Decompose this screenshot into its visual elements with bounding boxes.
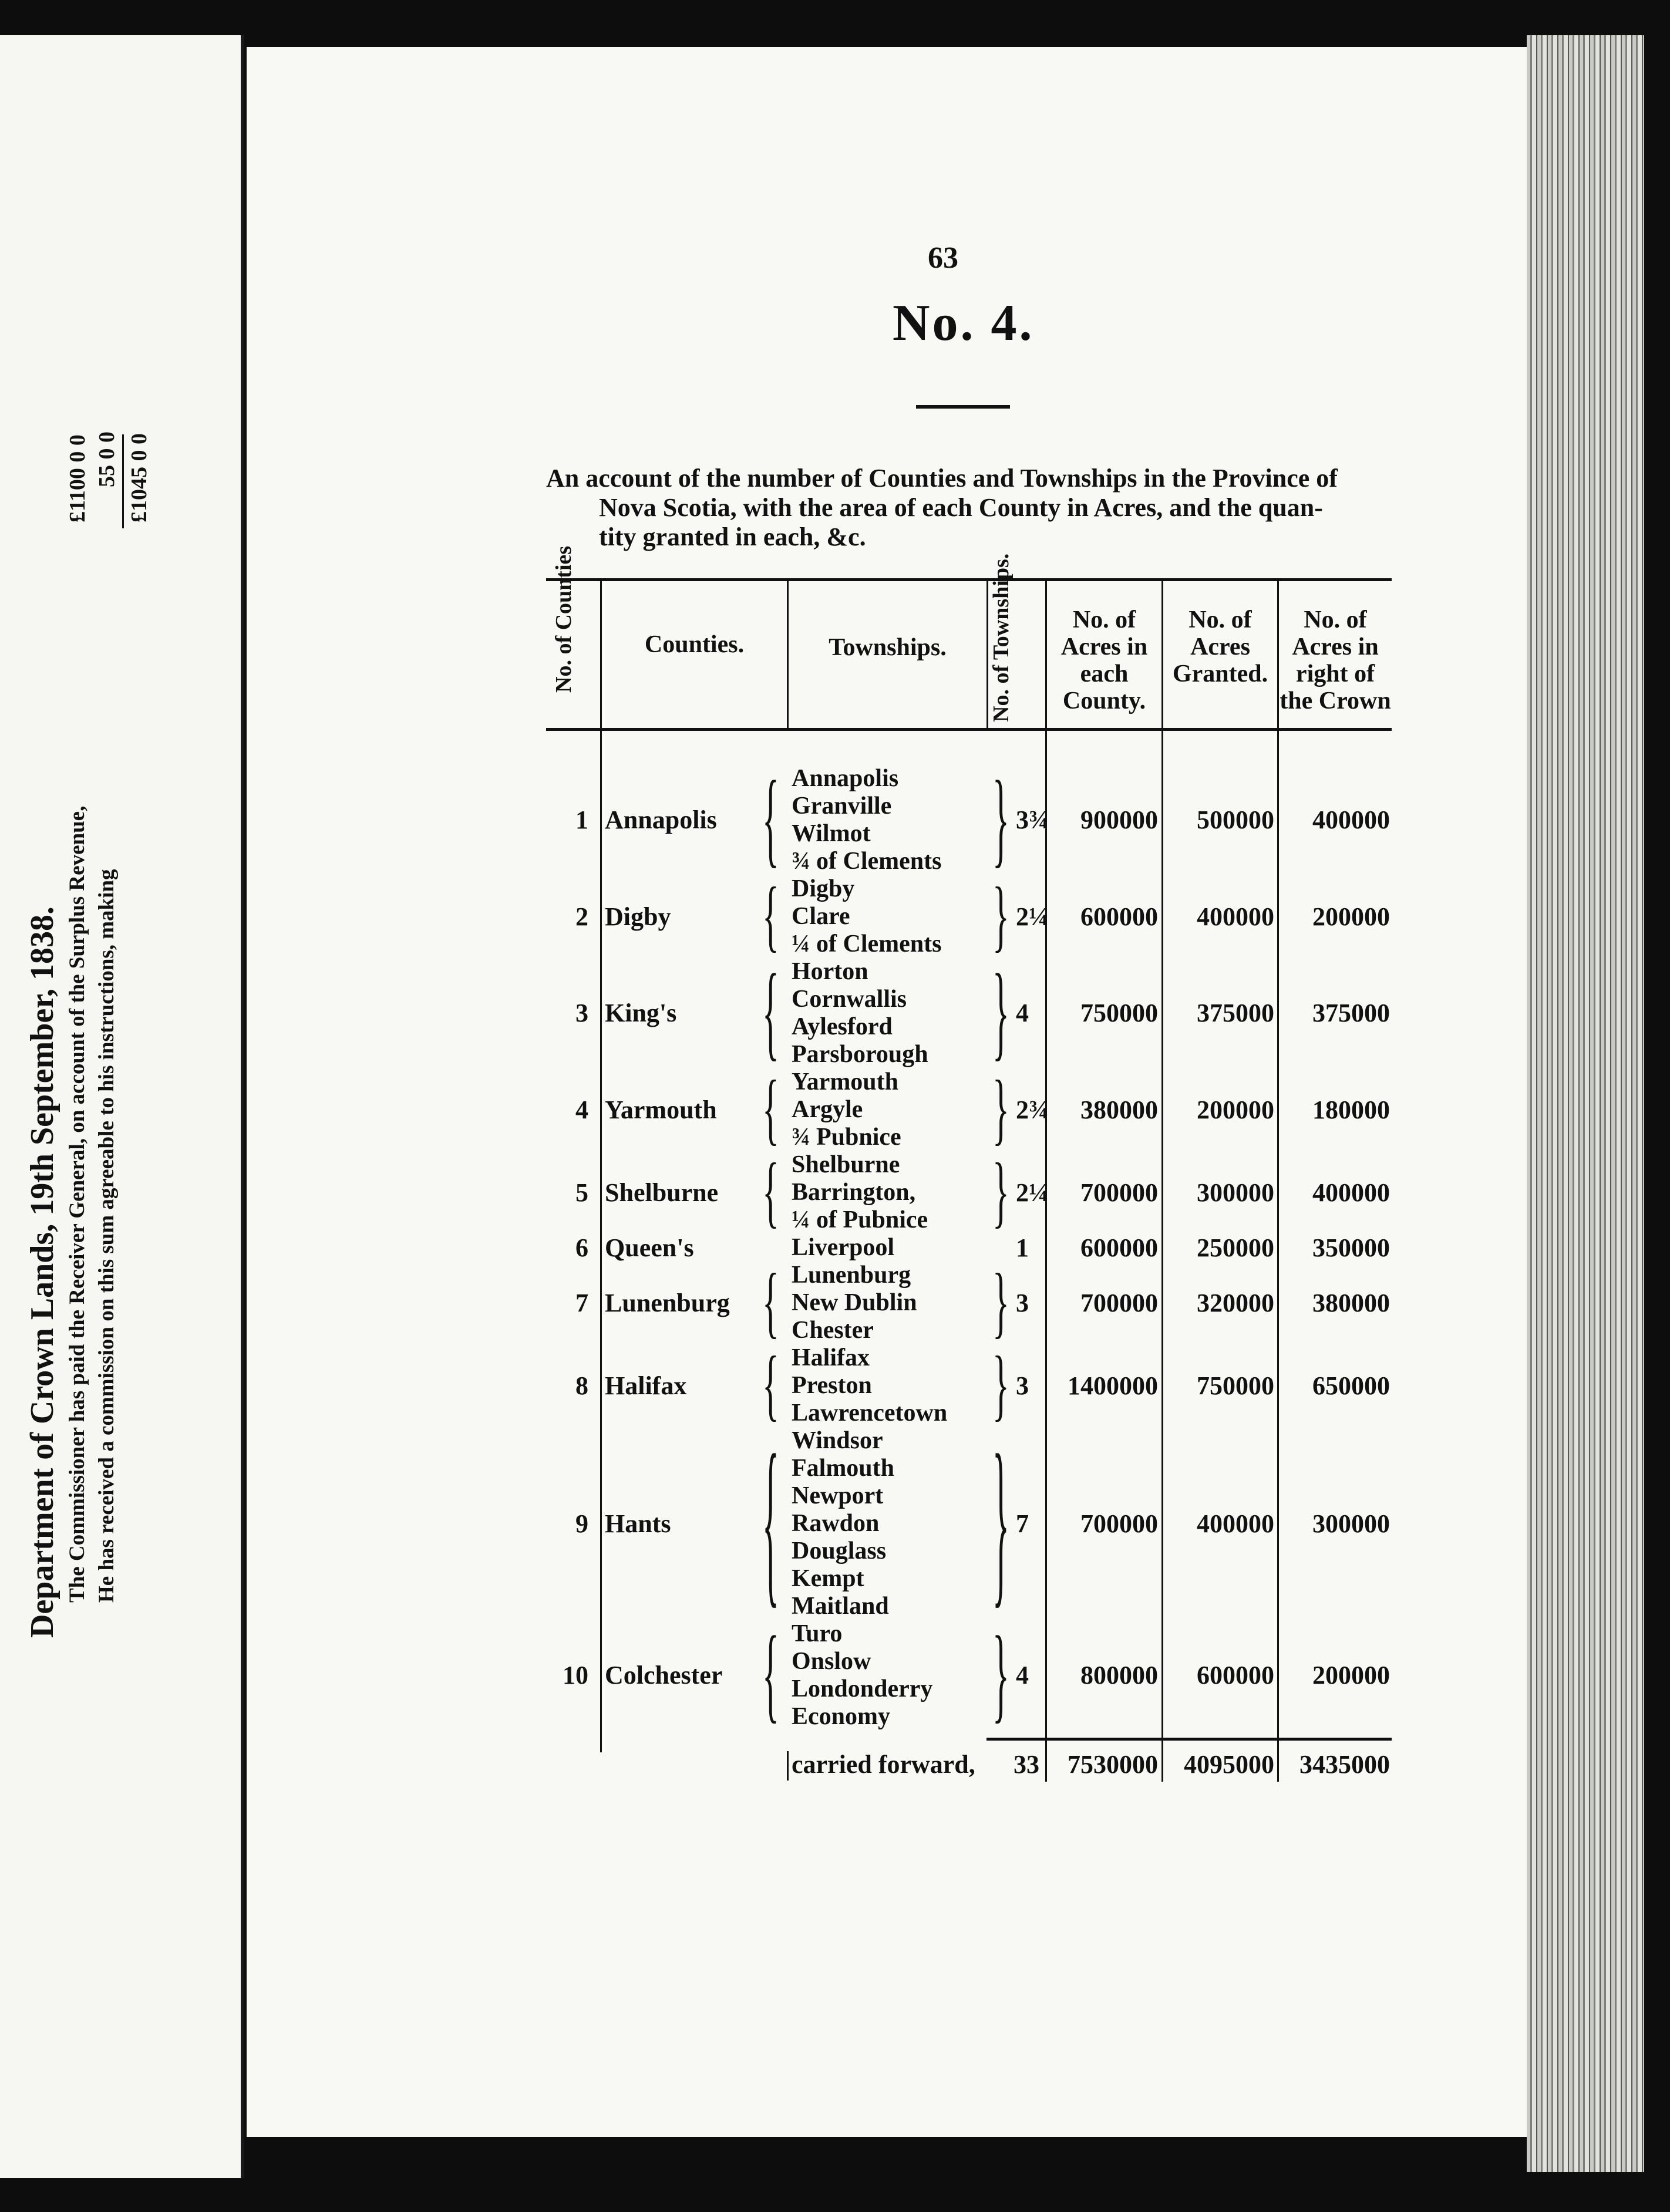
row-township-count: 4 (1016, 999, 1029, 1027)
row-granted: 300000 (1197, 1178, 1274, 1207)
row-acres: 750000 (1080, 999, 1158, 1027)
township-name: Shelburne (792, 1151, 900, 1178)
township-brace-left: { (762, 1418, 779, 1624)
row-crown: 300000 (1312, 1509, 1390, 1538)
township-name: Lunenburg (792, 1262, 911, 1289)
row-crown: 650000 (1312, 1371, 1390, 1400)
row-county: Queen's (605, 1233, 694, 1262)
total-rule (986, 1738, 1392, 1741)
table-top-rule (546, 578, 1392, 581)
total-granted: 4095000 (1184, 1750, 1274, 1779)
header-no-townships: No. of Townships. (989, 553, 1014, 722)
page-number: 63 (928, 241, 958, 275)
row-crown: 200000 (1312, 1661, 1390, 1690)
row-crown: 400000 (1312, 1178, 1390, 1207)
township-name: ¾ of Clements (792, 848, 942, 875)
row-granted: 375000 (1197, 999, 1274, 1027)
row-number: 1 (575, 805, 588, 834)
row-acres: 700000 (1080, 1178, 1158, 1207)
row-number: 4 (575, 1095, 588, 1124)
stub-rule (122, 434, 124, 528)
header-townships: Townships. (829, 634, 947, 661)
stub-amount-1: £1100 0 0 (65, 434, 90, 522)
row-township-count: 2¾ (1016, 1095, 1048, 1124)
township-name: Maitland (792, 1593, 889, 1620)
row-number: 9 (575, 1509, 588, 1538)
row-number: 2 (575, 902, 588, 931)
row-crown: 350000 (1312, 1233, 1390, 1262)
township-name: Yarmouth (792, 1068, 899, 1095)
township-brace-left: { (762, 1064, 779, 1153)
row-granted: 600000 (1197, 1661, 1274, 1690)
row-crown: 200000 (1312, 902, 1390, 931)
township-name: Liverpool (792, 1234, 894, 1261)
row-township-count: 2¼ (1016, 902, 1048, 931)
township-name: Kempt (792, 1565, 864, 1592)
row-county: Lunenburg (605, 1288, 730, 1317)
row-number: 6 (575, 1233, 588, 1262)
row-township-count: 1 (1016, 1233, 1029, 1262)
heading-rule (916, 405, 1010, 409)
row-county: Annapolis (605, 805, 717, 834)
row-number: 3 (575, 999, 588, 1027)
township-brace-right: } (992, 1064, 1009, 1153)
township-brace-right: } (992, 1147, 1009, 1236)
row-crown: 375000 (1312, 999, 1390, 1027)
row-county: Hants (605, 1509, 671, 1538)
row-granted: 750000 (1197, 1371, 1274, 1400)
township-name: Argyle (792, 1096, 863, 1123)
page-heading: No. 4. (893, 295, 1035, 352)
row-acres: 900000 (1080, 805, 1158, 834)
township-brace-right: } (992, 1418, 1009, 1624)
row-acres: 380000 (1080, 1095, 1158, 1124)
township-brace-right: } (992, 1614, 1009, 1733)
table-header-rule (546, 728, 1392, 731)
row-county: Shelburne (605, 1178, 719, 1207)
township-name: Turo (792, 1620, 843, 1647)
row-granted: 400000 (1197, 902, 1274, 931)
row-acres: 1400000 (1068, 1371, 1158, 1400)
township-brace-right: } (992, 952, 1009, 1071)
row-acres: 600000 (1080, 1233, 1158, 1262)
total-count: 33 (1014, 1750, 1039, 1779)
stub-amount-2: 55 0 0 (95, 431, 119, 487)
township-brace-left: { (762, 759, 779, 878)
row-township-count: 3¾ (1016, 805, 1048, 834)
township-brace-left: { (762, 1340, 779, 1429)
township-name: Aylesford (792, 1013, 893, 1040)
township-name: Clare (792, 903, 850, 930)
row-township-count: 3 (1016, 1288, 1029, 1317)
row-crown: 380000 (1312, 1288, 1390, 1317)
header-acres-crown: No. of Acres in right of the Crown (1280, 606, 1391, 714)
row-number: 5 (575, 1178, 588, 1207)
row-number: 8 (575, 1371, 588, 1400)
township-brace-left: { (762, 1147, 779, 1236)
township-name: Economy (792, 1703, 890, 1730)
township-name: Rawdon (792, 1510, 880, 1537)
intro-line-2: Nova Scotia, with the area of each County in Acres, and the quan- (599, 493, 1323, 522)
row-township-count: 7 (1016, 1509, 1029, 1538)
township-brace-right: } (992, 871, 1009, 960)
row-acres: 800000 (1080, 1661, 1158, 1690)
row-township-count: 2¼ (1016, 1178, 1048, 1207)
row-number: 7 (575, 1288, 588, 1317)
township-name: Wilmot (792, 820, 871, 847)
col-rule-3 (986, 578, 988, 731)
page-edges (1527, 35, 1644, 2172)
township-name: Falmouth (792, 1455, 895, 1482)
stub-amount-3: £1045 0 0 (127, 433, 151, 522)
col-rule-1 (600, 578, 602, 1752)
total-label: carried forward, (792, 1750, 975, 1779)
intro-line-3: tity granted in each, &c. (599, 522, 866, 551)
township-name: ¼ of Clements (792, 930, 942, 957)
header-counties: Counties. (644, 631, 745, 658)
row-crown: 180000 (1312, 1095, 1390, 1124)
township-brace-left: { (762, 1614, 779, 1733)
header-no-counties: No. of Counties (551, 545, 576, 693)
total-left-rule (787, 1751, 789, 1781)
row-acres: 700000 (1080, 1509, 1158, 1538)
township-brace-left: { (762, 1257, 779, 1346)
intro-text (546, 464, 1380, 552)
township-name: Annapolis (792, 765, 899, 792)
stub-line-2: He has received a commission on this sum agreeable to his instructions, making (95, 869, 119, 1603)
total-acres: 7530000 (1068, 1750, 1158, 1779)
row-crown: 400000 (1312, 805, 1390, 834)
row-county: Yarmouth (605, 1095, 717, 1124)
township-name: Londonderry (792, 1675, 933, 1702)
township-brace-right: } (992, 1257, 1009, 1346)
total-crown: 3435000 (1299, 1750, 1390, 1779)
township-name: ¼ of Pubnice (792, 1206, 928, 1233)
row-township-count: 4 (1016, 1661, 1029, 1690)
row-number: 10 (563, 1661, 588, 1690)
township-name: Horton (792, 958, 868, 985)
row-granted: 250000 (1197, 1233, 1274, 1262)
township-brace-left: { (762, 952, 779, 1071)
row-granted: 320000 (1197, 1288, 1274, 1317)
township-brace-left: { (762, 871, 779, 960)
stub-department: Department of Crown Lands, 19th September, 1838. (24, 906, 60, 1638)
township-brace-right: } (992, 1340, 1009, 1429)
township-name: Lawrencetown (792, 1400, 948, 1427)
township-name: Parsborough (792, 1041, 928, 1068)
row-township-count: 3 (1016, 1371, 1029, 1400)
township-name: Onslow (792, 1648, 871, 1675)
row-county: Halifax (605, 1371, 687, 1400)
township-name: Barrington, (792, 1179, 916, 1206)
stub-line-1: The Commissioner has paid the Receiver General, on account of the Surplus Revenue, (65, 805, 89, 1603)
township-name: Halifax (792, 1344, 870, 1371)
counties-table (546, 545, 1392, 1782)
township-name: Preston (792, 1372, 872, 1399)
township-name: Windsor (792, 1427, 883, 1454)
township-name: New Dublin (792, 1289, 917, 1316)
row-county: Colchester (605, 1661, 723, 1690)
row-acres: 600000 (1080, 902, 1158, 931)
stub-note (23, 346, 235, 1638)
row-granted: 500000 (1197, 805, 1274, 834)
township-name: Newport (792, 1482, 884, 1509)
township-name: ¾ Pubnice (792, 1124, 901, 1151)
row-granted: 200000 (1197, 1095, 1274, 1124)
township-name: Douglass (792, 1537, 887, 1564)
row-county: Digby (605, 902, 671, 931)
row-county: King's (605, 999, 677, 1027)
township-name: Granville (792, 793, 892, 820)
township-brace-right: } (992, 759, 1009, 878)
row-granted: 400000 (1197, 1509, 1274, 1538)
intro-line-1: An account of the number of Counties and Townships in the Province of (546, 464, 1338, 493)
row-acres: 700000 (1080, 1288, 1158, 1317)
township-name: Chester (792, 1317, 874, 1344)
township-name: Cornwallis (792, 986, 907, 1013)
header-acres-granted: No. of Acres Granted. (1172, 606, 1268, 687)
township-name: Digby (792, 875, 855, 902)
header-acres-county: No. of Acres in each County. (1060, 606, 1148, 714)
